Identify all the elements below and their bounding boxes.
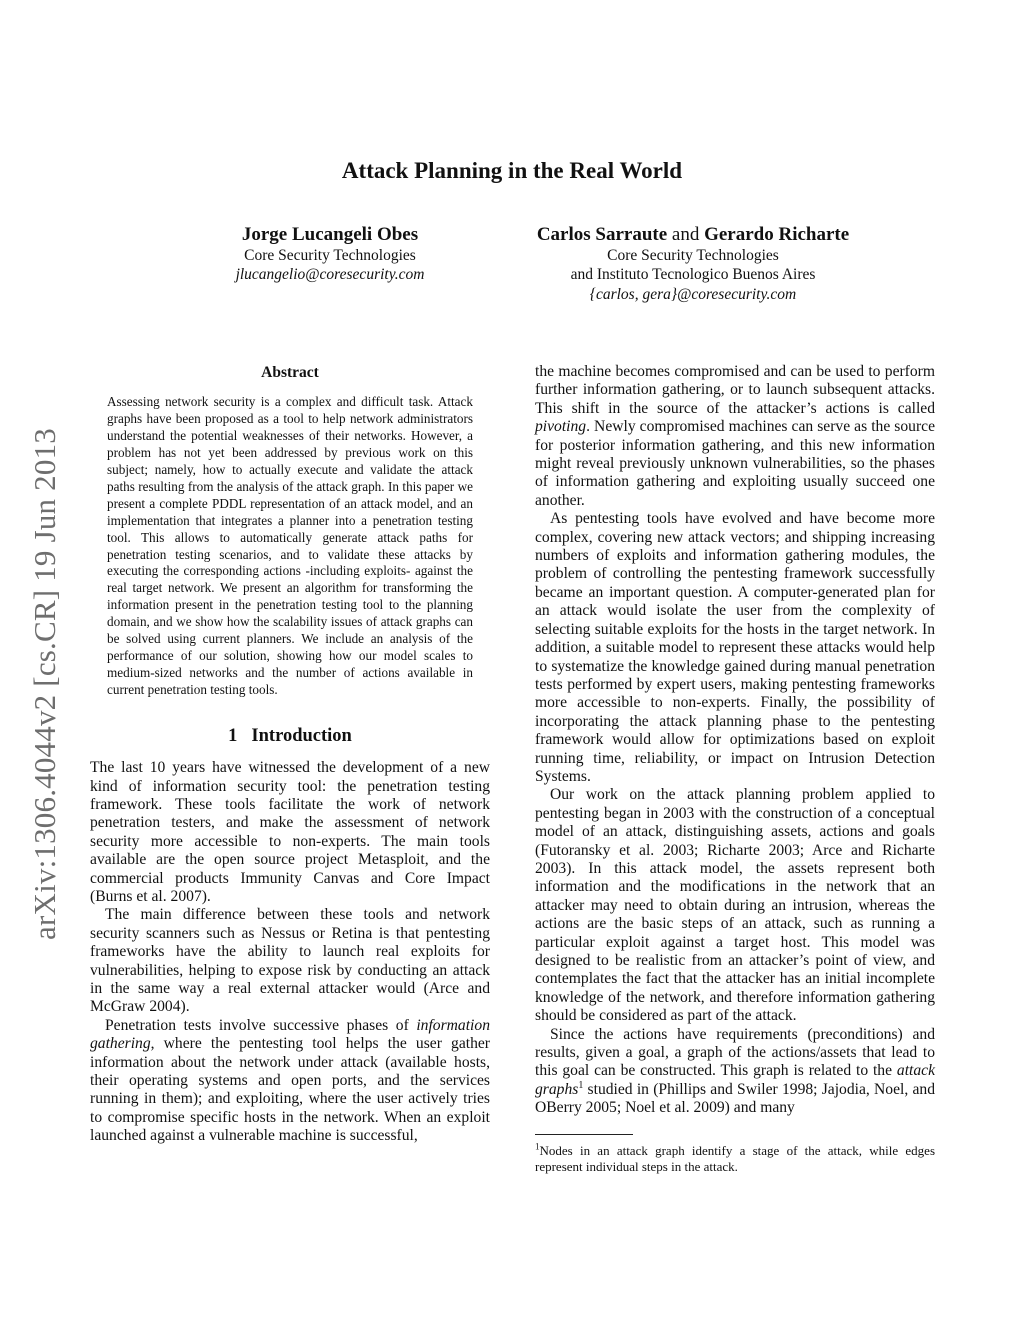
paragraph: The last 10 years have witnessed the development of a new kind of information security tool: the penetration testing framework. These tools facilitate the work of network penetration testers, and make the assessment of network security more accessible to non-experts. The main tools available are the open source project Metasploit, and the commercial products Immunity Canvas and Core Impact (Burns et al. 2007). [90, 759, 490, 905]
paragraph: As pentesting tools have evolved and have become more complex, covering new attack vectors; and shipping increasing numbers of exploits and information gathering modules, the problem of controlling the pentesting framework successfully became an important question. A computer-generated plan for an attack would isolate the user from the complexity of selecting suitable exploits for the hosts in the target network. In addition, a suitable model to represent these attacks would help to systematize the knowledge gained during manual penetration tests performed by expert users, making pentesting frameworks more accessible to non-experts. Finally, the possibility of incorporating the attack planning phase to the pentesting framework would allow for optimizations based on exploit running time, reliability, or impact on Intrusion Detection Systems. [535, 510, 935, 785]
arxiv-stamp: arXiv:1306.4044v2 [cs.CR] 19 Jun 2013 [27, 428, 62, 940]
author-and: and [671, 224, 700, 245]
author-name: Carlos Sarraute [536, 224, 668, 245]
footnote-rule [535, 1134, 633, 1135]
author-affiliation: Core Security Technologies [607, 247, 779, 264]
paragraph: Our work on the attack planning problem applied to pentesting began in 2003 with the construction of a conceptual model of an attack, distinguishing assets, actions and goals (Futoransky et al. 2003; Richarte 2003; Arce and Richarte 2003). In this attack model, the assets represent both information and the modifications in the network that an attacker may need to obtain during an intrusion, whereas the actions are the basic steps of an attack, such as running a particular exploit against a target host. This model was designed to be realistic from an attacker’s point of view, and contemplates the fact that the attacker has an initial incomplete knowledge of the network, and therefore information gathering should be considered as part of the attack. [535, 786, 935, 1025]
section-title: Introduction [251, 725, 352, 746]
paragraph: The main difference between these tools and network security scanners such as Nessus or Retina is that pentesting frameworks have the ability to launch real exploits for vulnerabilities, helping to expose risk by conducting an attack in the same way a real external attacker would (Arce and McGraw 2004). [90, 906, 490, 1016]
author-block-right [500, 223, 886, 305]
footnote [535, 1143, 935, 1176]
right-column [535, 363, 935, 1176]
abstract-heading: Abstract [261, 364, 319, 381]
author-affiliation: Core Security Technologies [244, 247, 416, 264]
paragraph: Penetration tests involve successive phases of information gathering, where the pentesting tool helps the user gather information about the network under attack (available hosts, their operating systems and open ports, and the services running in them); and exploiting, where the user actively tries to compromise specific hosts in the network. When an exploit launched against a vulnerable machine is successful, [90, 1016, 490, 1145]
author-email: {carlos, gera}@coresecurity.com [589, 286, 797, 303]
abstract-text: Assessing network security is a complex and difficult task. Attack graphs have been proposed as a tool to help network administrators understand the potential weaknesses of their networks. However, a problem has not yet been addressed by previous work on this subject; namely, how to actually execute and validate the attack paths resulting from the analysis of the attack graph. In this paper we present a complete PDDL representation of an attack model, and an implementation that integrates a planner into a penetration testing tool. This allows to automatically generate attack paths for penetration testing scenarios, and to validate these attacks by executing the corresponding actions -including exploits- against the real target network. We present an algorithm for transforming the information present in the penetration testing tool to the planning domain, and we show how the scalability issues of attack graphs can be solved using current planners. We include an analysis of the performance of our solution, showing how our model scales to medium-sized networks and the number of actions available in current penetration testing tools. [107, 394, 473, 697]
footnote-mark: 1 [535, 1141, 540, 1152]
section-heading-introduction [90, 727, 490, 745]
paragraph: Since the actions have requirements (preconditions) and results, given a goal, a graph of the actions/assets that lead to this goal can be constructed. This graph is related to the attack graphs$^1$ studied in (Phillips and Swiler 1998; Jajodia, Noel, and OBerry 2005; Noel et al. 2009) and many [535, 1025, 935, 1117]
paragraph: the machine becomes compromised and can be used to perform further information gathering, or to launch subsequent attacks. This shift in the source of the attacker’s actions is called pivoting. Newly compromised machines can serve as the source for posterior information gathering, and this new information might reveal previously unknown vulnerabilities, so the phases of information gathering and exploiting usually succeed one another. [535, 363, 935, 509]
footnote-text: Nodes in an attack graph identify a stage of the attack, while edges represent individual steps in the attack. [535, 1142, 935, 1175]
author-names [500, 223, 886, 247]
author-name: Gerardo Richarte [704, 224, 850, 245]
author-block-left [190, 223, 470, 284]
emphasis-attack-graphs: attack graphs [535, 1062, 935, 1098]
footnote-ref: 1 [578, 1079, 584, 1091]
paper-title: Attack Planning in the Real World [341, 158, 683, 183]
left-column [90, 364, 490, 1146]
author-email: jlucangelio@coresecurity.com [235, 265, 425, 283]
author-affiliation-2: and Instituto Tecnologico Buenos Aires [570, 265, 816, 283]
emphasis-pivoting: pivoting [535, 418, 587, 436]
emphasis-information-gathering: information gathering [90, 1016, 490, 1053]
author-name: Jorge Lucangeli Obes [241, 224, 419, 245]
section-number: 1 [228, 725, 238, 746]
